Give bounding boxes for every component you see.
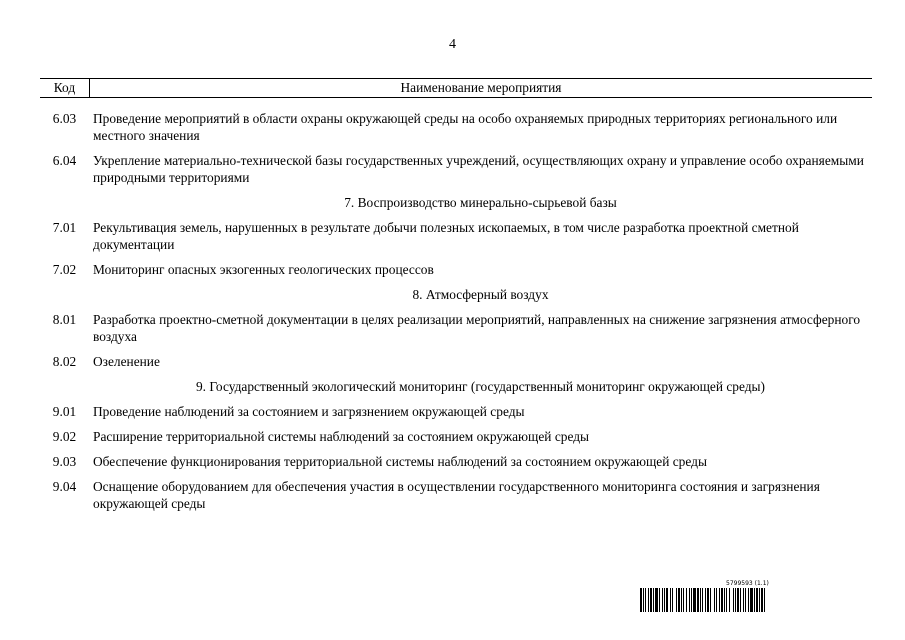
list-item <box>40 152 872 186</box>
item-code: 9.01 <box>52 404 77 419</box>
item-name: Проведение наблюдений за состоянием и загрязнением окружающей среды <box>93 404 525 419</box>
item-code: 7.01 <box>52 220 77 235</box>
list-item <box>40 428 872 445</box>
list-item <box>40 219 872 253</box>
section-heading: 9. Государственный экологический мониторинг (государственный мониторинг окружающей среды) <box>195 379 766 394</box>
measures-list <box>40 110 872 520</box>
item-code: 9.03 <box>52 454 77 469</box>
item-name: Проведение мероприятий в области охраны окружающей среды на особо охраняемых природных территориях регионального или местного значения <box>93 111 838 143</box>
item-name: Оснащение оборудованием для обеспечения участия в осуществлении государственного мониторинга состояния и загрязнения окружающей среды <box>93 479 820 511</box>
barcode-icon <box>640 588 858 612</box>
list-item <box>40 353 872 370</box>
item-code: 6.04 <box>52 153 77 168</box>
item-code: 7.02 <box>52 262 77 277</box>
item-code: 8.02 <box>52 354 77 369</box>
item-code: 9.02 <box>52 429 77 444</box>
list-item <box>40 453 872 470</box>
list-item <box>40 311 872 345</box>
header-code: Код <box>40 79 90 97</box>
item-name: Расширение территориальной системы наблюдений за состоянием окружающей среды <box>93 429 590 444</box>
list-item <box>40 403 872 420</box>
item-name: Обеспечение функционирования территориальной системы наблюдений за состоянием окружающей среды <box>93 454 707 469</box>
item-name: Мониторинг опасных экзогенных геологических процессов <box>93 262 434 277</box>
page-number: 4 <box>449 37 456 52</box>
section-heading: 7. Воспроизводство минерально-сырьевой базы <box>344 195 617 210</box>
item-code: 8.01 <box>52 312 77 327</box>
list-item <box>40 261 872 278</box>
item-code: 9.04 <box>52 479 77 494</box>
item-name: Разработка проектно-сметной документации в целях реализации мероприятий, направленных на снижение загрязнения атмосферного воздуха <box>93 312 861 344</box>
list-item <box>40 110 872 144</box>
section-heading: 8. Атмосферный воздух <box>412 287 549 302</box>
list-item <box>40 478 872 512</box>
barcode-label: 5799593 (1.1) <box>726 580 769 587</box>
item-code: 6.03 <box>52 111 77 126</box>
barcode <box>640 580 858 612</box>
item-name: Рекультивация земель, нарушенных в результате добычи полезных ископаемых, в том числе разработка проектной сметной документации <box>93 220 799 252</box>
item-name: Укрепление материально-технической базы государственных учреждений, осуществляющих охрану и управление особо охраняемыми природными территориями <box>93 153 864 185</box>
table-header <box>40 78 872 98</box>
item-name: Озеленение <box>93 354 160 369</box>
header-name: Наименование мероприятия <box>400 80 562 95</box>
